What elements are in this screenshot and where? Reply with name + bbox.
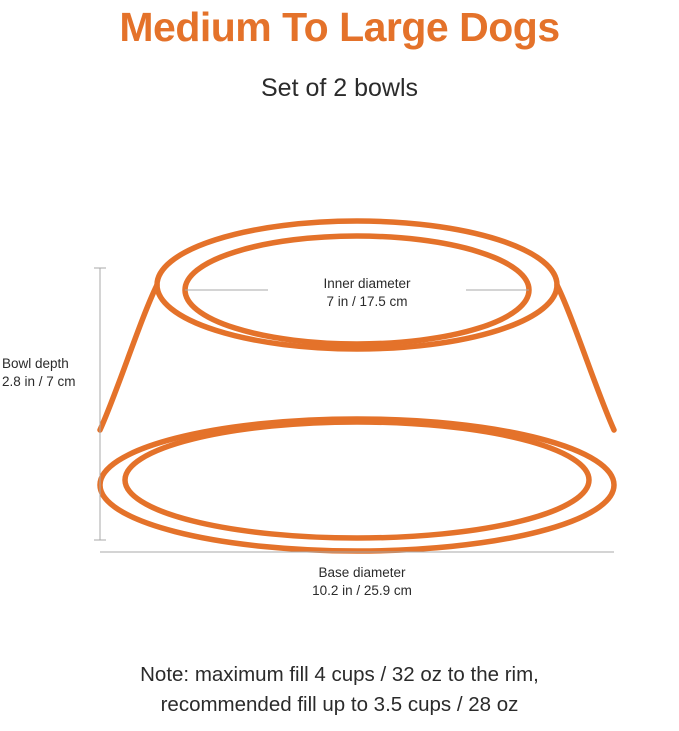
base-outer-ellipse [100, 419, 614, 551]
page-subtitle: Set of 2 bowls [260, 74, 419, 102]
bowl-illustration-svg [0, 140, 679, 620]
inner-diameter-value: 7 in / 17.5 cm [326, 294, 408, 310]
base-diameter-value: 10.2 in / 25.9 cm [312, 583, 412, 599]
inner-diameter-title: Inner diameter [323, 276, 411, 291]
base-diameter-title: Base diameter [318, 565, 406, 580]
bowl-outline-group [100, 221, 614, 551]
base-diameter-label [262, 564, 462, 600]
inner-diameter-label [268, 274, 466, 312]
base-inner-ellipse [125, 422, 589, 538]
bowl-depth-title: Bowl depth [2, 356, 69, 371]
fill-note-line-2: recommended fill up to 3.5 cups / 28 oz [160, 692, 519, 716]
bowl-left-wall [100, 285, 157, 430]
bowl-depth-label [2, 355, 98, 391]
bowl-right-wall [557, 285, 614, 430]
bowl-dimension-diagram [0, 140, 679, 620]
fill-note [0, 660, 679, 719]
bowl-depth-value: 2.8 in / 7 cm [2, 374, 76, 390]
page-title: Medium To Large Dogs [119, 4, 560, 50]
fill-note-line-1: Note: maximum fill 4 cups / 32 oz to the rim, [140, 663, 539, 686]
